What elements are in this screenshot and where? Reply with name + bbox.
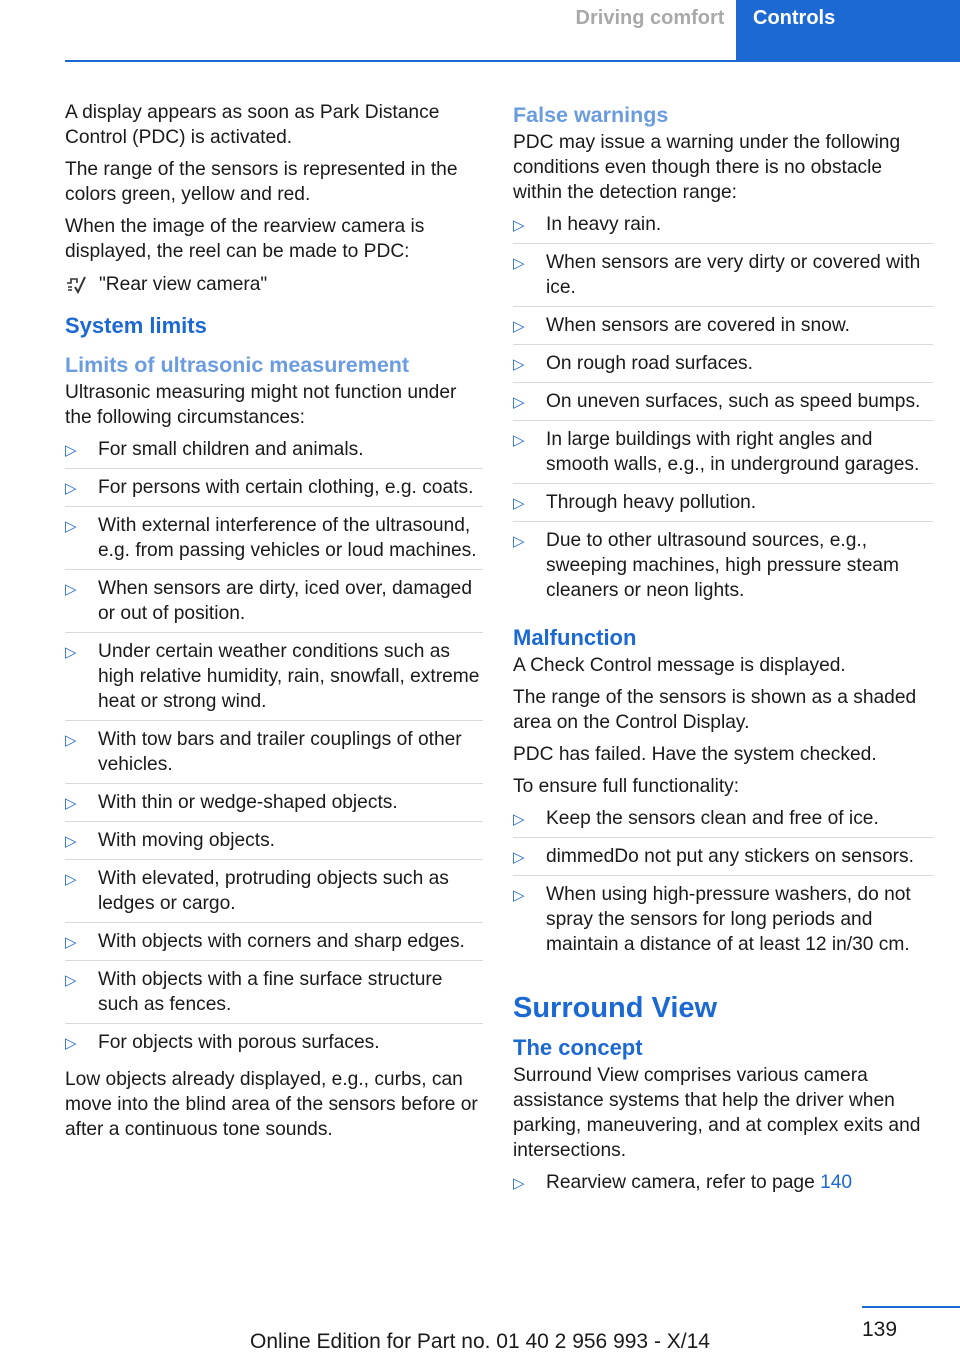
malfunction-paragraph: A Check Control message is displayed. (513, 655, 846, 676)
surround-view-heading: Surround View (513, 992, 718, 1024)
list-item: ▷ Keep the sensors clean and free of ice. (513, 806, 933, 838)
list-item: ▷ With elevated, protruding objects such as ledges or cargo. (65, 866, 483, 923)
bullet-icon: ▷ (513, 432, 525, 449)
list-item: ▷ dimmedDo not put any stickers on sensors. (513, 844, 933, 876)
list-item: ▷ With external interference of the ultrasound, e.g. from passing vehicles or loud machines. (65, 513, 483, 570)
bullet-icon: ▷ (513, 495, 525, 512)
bullet-icon: ▷ (65, 1035, 77, 1052)
rear-view-camera-label: "Rear view camera" (99, 274, 268, 295)
concept-heading: The concept (513, 1035, 643, 1060)
intro-paragraph: When the image of the rearview camera is displayed, the reel can be made to PDC: (65, 216, 425, 262)
false-warnings-intro: PDC may issue a warning under the following conditions even though there is no obstacle within the detection range: (513, 132, 901, 203)
ultrasonic-list (65, 437, 483, 1061)
bullet-icon: ▷ (65, 732, 77, 749)
header-section: Driving comfort (566, 0, 734, 62)
low-objects-paragraph: Low objects already displayed, e.g., curbs, can move into the blind area of the sensors before or after a continuous tone sounds. (65, 1069, 478, 1140)
false-warnings-list (513, 212, 933, 609)
concept-list (513, 1170, 933, 1201)
list-item: ▷ Under certain weather conditions such as high relative humidity, rain, snowfall, extreme heat or strong wind. (65, 639, 483, 721)
bullet-icon: ▷ (65, 871, 77, 888)
ultrasonic-heading: Limits of ultrasonic measurement (65, 353, 410, 377)
malfunction-list (513, 806, 933, 963)
bullet-icon: ▷ (513, 394, 525, 411)
list-item: ▷ Due to other ultrasound sources, e.g., sweeping machines, high pressure steam cleaners or neon lights. (513, 530, 900, 601)
page-number: 139 (862, 1318, 898, 1341)
footer-edition: Online Edition for Part no. 01 40 2 956 993 - X/14 (250, 1330, 710, 1353)
page-header (0, 0, 960, 62)
list-item: ▷ Rearview camera, refer to page 140 (513, 1170, 933, 1201)
concept-paragraph: Surround View comprises various camera assistance systems that help the driver when parking, maneuvering, and at complex exits and intersections. (513, 1065, 921, 1161)
false-warnings-heading: False warnings (513, 103, 669, 127)
bullet-icon: ▷ (513, 356, 525, 373)
malfunction-paragraph: PDC has failed. Have the system checked. (513, 744, 877, 765)
bullet-icon: ▷ (65, 795, 77, 812)
rear-view-camera-row (65, 272, 483, 297)
rear-view-camera-icon (65, 275, 87, 295)
malfunction-paragraph: To ensure full functionality: (513, 776, 740, 797)
bullet-icon: ▷ (513, 849, 525, 866)
list-item: ▷ With tow bars and trailer couplings of other vehicles. (65, 727, 483, 784)
bullet-icon: ▷ (65, 518, 77, 535)
left-column (65, 100, 483, 1149)
bullet-icon: ▷ (65, 442, 77, 459)
list-item: ▷ For persons with certain clothing, e.g. coats. (65, 475, 483, 507)
list-item: ▷ For small children and animals. (65, 437, 483, 469)
list-item: ▷ When sensors are dirty, iced over, damaged or out of position. (65, 576, 483, 633)
header-rule (65, 60, 960, 62)
list-item: ▷ When sensors are covered in snow. (513, 313, 933, 345)
page-number-rule (862, 1306, 960, 1308)
bullet-icon: ▷ (65, 972, 77, 989)
list-item: ▷ When using high-pressure washers, do not spray the sensors for long periods and maintain a distance of at least 12 in/30 cm. (513, 884, 911, 955)
list-item: ▷ When sensors are very dirty or covered with ice. (513, 250, 933, 307)
list-item: ▷ On uneven surfaces, such as speed bumps. (513, 389, 933, 421)
list-item: ▷ In large buildings with right angles and smooth walls, e.g., in underground garages. (513, 427, 933, 484)
bullet-icon: ▷ (513, 1175, 525, 1192)
list-item: ▷ Through heavy pollution. (513, 490, 933, 522)
bullet-icon: ▷ (513, 533, 525, 550)
bullet-icon: ▷ (513, 887, 525, 904)
page-link[interactable]: 140 (820, 1172, 853, 1193)
list-item: ▷ For objects with porous surfaces. (65, 1030, 483, 1061)
list-item: ▷ With thin or wedge-shaped objects. (65, 790, 483, 822)
right-column (513, 100, 933, 1207)
intro-paragraph: The range of the sensors is represented in the colors green, yellow and red. (65, 159, 458, 205)
system-limits-heading: System limits (65, 313, 207, 338)
bullet-icon: ▷ (513, 255, 525, 272)
bullet-icon: ▷ (513, 217, 525, 234)
intro-paragraph: A display appears as soon as Park Distance Control (PDC) is activated. (65, 102, 440, 148)
malfunction-heading: Malfunction (513, 625, 637, 650)
bullet-icon: ▷ (65, 644, 77, 661)
list-item: ▷ With objects with corners and sharp edges. (65, 929, 483, 961)
ultrasonic-intro: Ultrasonic measuring might not function under the following circumstances: (65, 382, 457, 428)
bullet-icon: ▷ (65, 480, 77, 497)
header-chapter: Controls (736, 0, 960, 62)
list-item: ▷ On rough road surfaces. (513, 351, 933, 383)
bullet-icon: ▷ (513, 318, 525, 335)
bullet-icon: ▷ (65, 934, 77, 951)
list-item: ▷ With objects with a fine surface structure such as fences. (65, 967, 483, 1024)
bullet-icon: ▷ (513, 811, 525, 828)
list-item: ▷ In heavy rain. (513, 212, 933, 244)
bullet-icon: ▷ (65, 581, 77, 598)
bullet-icon: ▷ (65, 833, 77, 850)
list-item: ▷ With moving objects. (65, 828, 483, 860)
malfunction-paragraph: The range of the sensors is shown as a shaded area on the Control Display. (513, 687, 917, 733)
